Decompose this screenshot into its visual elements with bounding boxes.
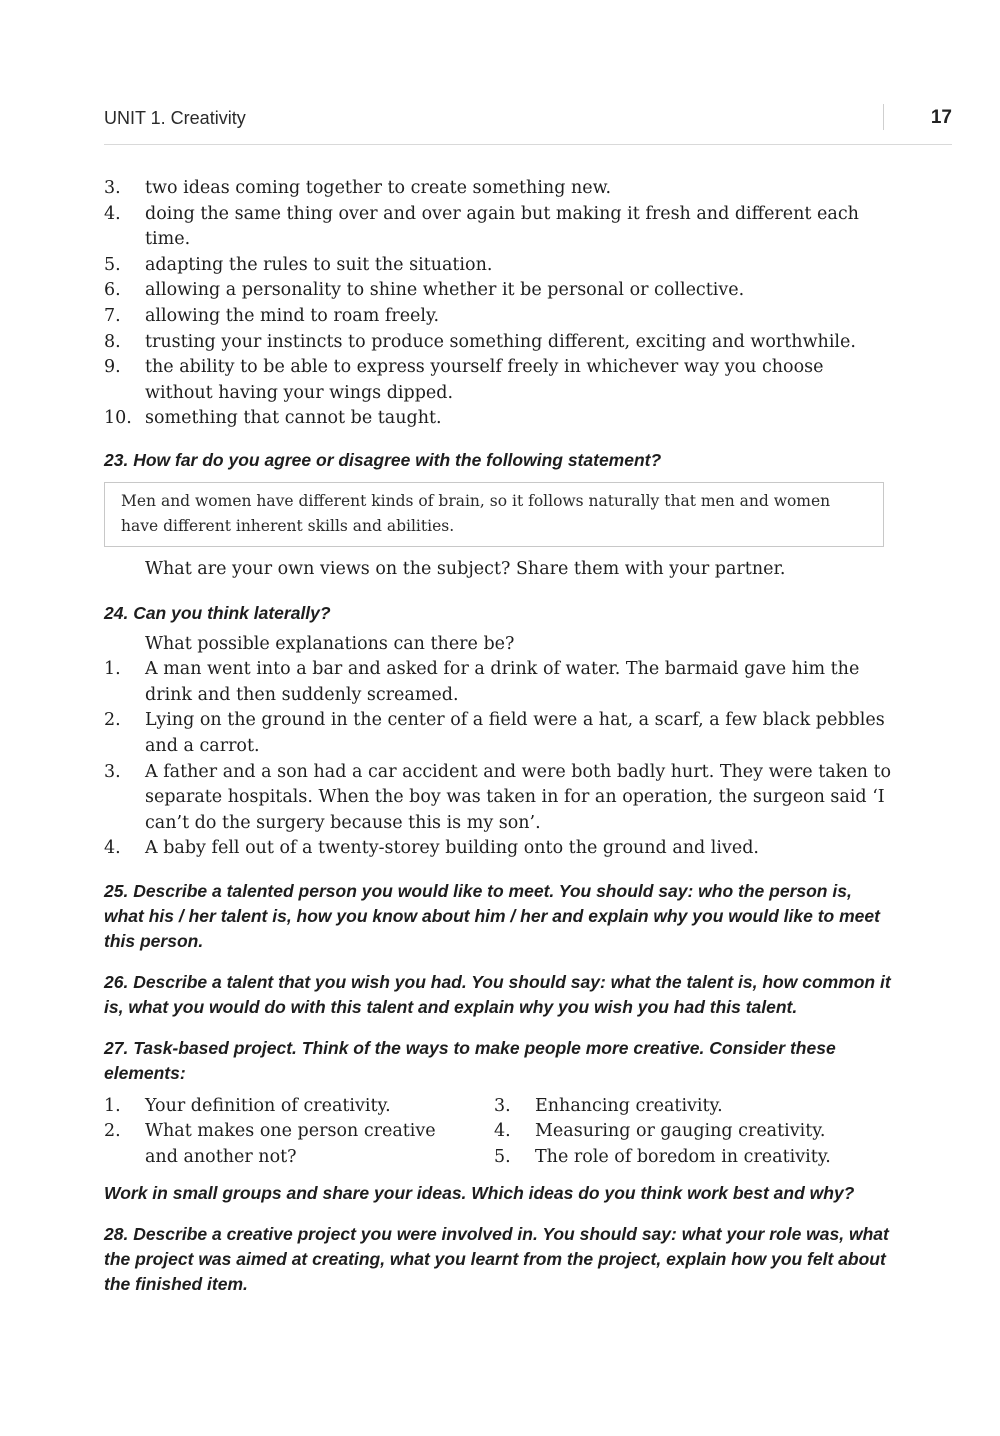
question-28: 28. Describe a creative project you were involved in. You should say: what your role was, what the project was aimed at creating, what you learnt from the project, explain how you felt about the finished item. [104,1223,889,1294]
list-item: 3. A father and a son had a car accident and were both badly hurt. They were taken to separate hospitals. When the boy was taken in for an operation, the surgeon said ‘I can’t do the surgery because this is my son’. [104,761,892,833]
elements-column-right [494,1094,894,1171]
list-item: 6. allowing a personality to shine whether it be personal or collective. [104,280,745,301]
list-item: 4. doing the same thing over and over again but making it fresh and different each time. [104,203,859,250]
unit-title: UNIT 1. Creativity [104,108,246,128]
question-27-heading: 27. Task-based project. Think of the ways to make people more creative. Consider these elements: [104,1037,836,1083]
page-content [104,176,894,1297]
question-24-heading: 24. Can you think laterally? [104,602,331,623]
header-divider [883,104,884,130]
list-item: 3. Enhancing creativity. [494,1095,723,1116]
list-item: 5. The role of boredom in creativity. [494,1147,831,1168]
page-number: 17 [930,107,952,128]
list-item: 3. two ideas coming together to create something new. [104,178,612,198]
list-item: 9. the ability to be able to express yourself freely in whichever way you choose without having your wings dipped. [104,357,824,403]
question-27-closing: Work in small groups and share your ideas. Which ideas do you think work best and why? [104,1182,855,1203]
lateral-puzzle-list [104,657,894,862]
list-item: 4. Measuring or gauging creativity. [494,1121,826,1142]
list-item: 5. adapting the rules to suit the situation. [104,254,493,275]
definition-list [104,176,894,432]
question-23-heading: 23. How far do you agree or disagree with the following statement? [104,449,662,470]
list-item: 7. allowing the mind to roam freely. [104,305,440,326]
question-23-followup: What are your own views on the subject? Share them with your partner. [145,558,786,579]
list-item: 8. trusting your instincts to produce something different, exciting and worthwhile. [104,331,856,352]
list-item: 4. A baby fell out of a twenty-storey building onto the ground and lived. [104,838,759,859]
elements-columns [104,1094,894,1171]
list-item: 2. What makes one person creative and another not? [104,1121,436,1168]
list-item: 10. something that cannot be taught. [104,408,442,429]
question-24-intro: What possible explanations can there be? [145,633,515,654]
question-26: 26. Describe a talent that you wish you had. You should say: what the talent is, how common it is, what you would do with this talent and explain why you wish you had this talent. [104,971,891,1017]
elements-column-left [104,1094,494,1171]
list-item: 2. Lying on the ground in the center of a field were a hat, a scarf, a few black pebbles and a carrot. [104,710,885,756]
page-header [104,104,952,145]
list-item: 1. Your definition of creativity. [104,1095,391,1116]
statement-box: Men and women have different kinds of brain, so it follows naturally that men and women have different inherent skills and abilities. [104,482,884,547]
question-25: 25. Describe a talented person you would like to meet. You should say: who the person is, what his / her talent is, how you know about him / her and explain why you would like to meet this person. [104,880,880,951]
list-item: 1. A man went into a bar and asked for a drink of water. The barmaid gave him the drink and then suddenly screamed. [104,659,860,705]
